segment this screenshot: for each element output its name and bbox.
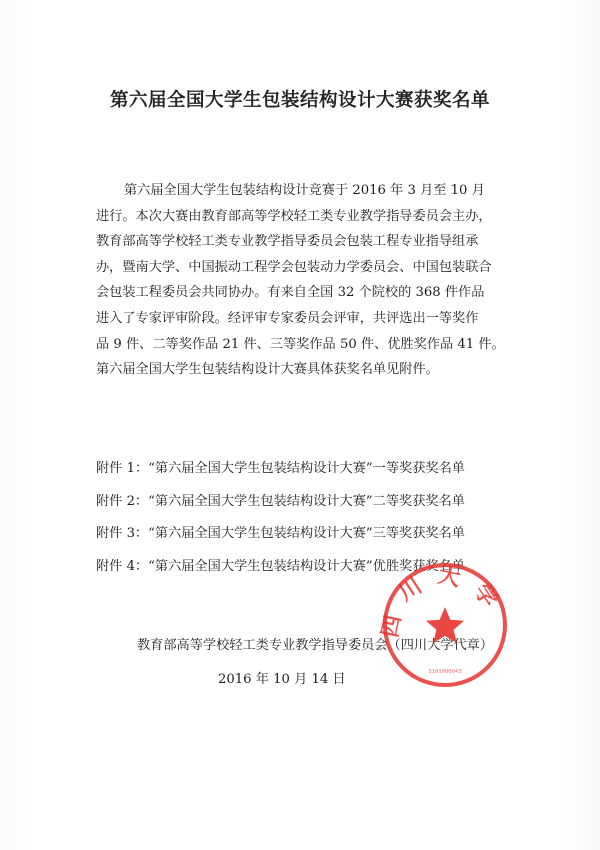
issuing-organization: 教育部高等学校轻工类专业教学指导委员会（四川大学代章） <box>137 638 494 653</box>
document-title: 第六届全国大学生包装结构设计大赛获奖名单 <box>109 90 490 111</box>
body-line: 进入了专家评审阶段。经评审专家委员会评审，共评选出一等奖作 <box>96 310 479 326</box>
body-line: 进行。本次大赛由教育部高等学校轻工类专业教学指导委员会主办， <box>96 208 492 224</box>
body-line: 会包装工程委员会共同协办。有来自全国 32 个院校的 368 件作品 <box>96 285 485 301</box>
seal-serial-text: 5101000043 <box>428 669 462 675</box>
seal-text: 四川大学 <box>376 561 511 640</box>
body-line: 品 9 件、二等奖作品 21 件、三等奖作品 50 件、优胜奖作品 41 件。 <box>96 336 505 352</box>
body-line: 办，暨南大学、中国振动工程学会包装动力学委员会、中国包装联合 <box>96 259 492 275</box>
attachment-item: 附件 3：“第六届全国大学生包装结构设计大赛”三等奖获奖名单 <box>96 526 465 542</box>
attachment-item: 附件 2：“第六届全国大学生包装结构设计大赛”二等奖获奖名单 <box>96 493 465 509</box>
star-icon <box>426 607 464 643</box>
attachment-item: 附件 4：“第六届全国大学生包装结构设计大赛”优胜奖获奖名单 <box>96 558 465 574</box>
official-seal-stamp <box>375 555 515 695</box>
body-line: 第六届全国大学生包装结构设计大赛具体获奖名单见附件。 <box>96 362 439 378</box>
body-paragraph <box>96 178 505 383</box>
attachment-item: 附件 1：“第六届全国大学生包装结构设计大赛”一等奖获奖名单 <box>96 461 465 476</box>
issue-date: 2016 年 10 月 14 日 <box>218 672 346 687</box>
body-line: 第六届全国大学生包装结构设计竞赛于 2016 年 3 月至 10 月 <box>124 183 485 198</box>
body-line: 教育部高等学校轻工类专业教学指导委员会包装工程专业指导组承 <box>96 234 479 250</box>
